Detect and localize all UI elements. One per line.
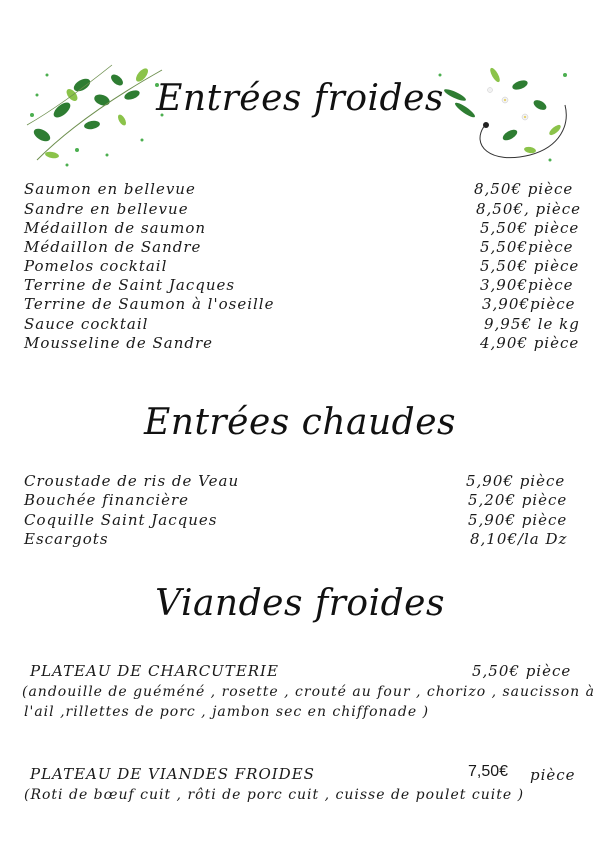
item-price: 3,90€pièce (482, 295, 576, 313)
section-title-entrees-chaudes: Entrées chaudes (144, 402, 456, 443)
section-title-entrees-froides: Entrées froides (156, 78, 444, 119)
list-item (24, 511, 572, 531)
item-name: Coquille Saint Jacques (24, 511, 218, 529)
list-item (24, 491, 572, 511)
item-price: 9,95€ le kg (484, 315, 580, 333)
item-name: Bouchée financière (24, 491, 190, 509)
list-item (24, 334, 580, 354)
item-name: Pomelos cocktail (24, 257, 168, 275)
plateau-viandes-price: 7,50€ (468, 763, 509, 780)
list-item (24, 295, 576, 315)
list-item (24, 219, 580, 239)
item-name: Saumon en bellevue (24, 180, 196, 198)
section-title-viandes-froides: Viandes froides (155, 583, 445, 624)
item-name: Terrine de Saumon à l'oseille (24, 295, 275, 313)
list-item (24, 315, 580, 335)
plateau-viandes-description: (Roti de bœuf cuit , rôti de porc cuit , cuisse de poulet cuite ) (24, 787, 525, 803)
item-price: 5,50€pièce (480, 238, 574, 256)
list-item (24, 276, 572, 296)
list-item (24, 238, 572, 258)
list-item (24, 472, 572, 492)
item-name: Médaillon de saumon (24, 219, 207, 237)
item-name: Terrine de Saint Jacques (24, 276, 236, 294)
item-name: Sandre en bellevue (24, 200, 189, 218)
item-name: Médaillon de Sandre (24, 238, 202, 256)
plateau-charcuterie-price: 5,50€ pièce (472, 662, 572, 680)
item-name: Escargots (24, 530, 109, 548)
item-price: 8,50€ pièce (474, 180, 574, 198)
item-price: 5,20€ pièce (468, 491, 568, 509)
item-name: Sauce cocktail (24, 315, 149, 333)
list-item (24, 200, 582, 220)
item-price: 5,50€ pièce (480, 219, 580, 237)
item-price: 8,10€/la Dz (470, 530, 568, 548)
plateau-viandes-price-unit: pièce (530, 766, 576, 784)
item-price: 5,90€ pièce (466, 472, 566, 490)
plateau-viandes-name: PLATEAU DE VIANDES FROIDES (30, 765, 315, 783)
plateau-charcuterie-description-cont: l'ail ,rillettes de porc , jambon sec en chiffonade ) (24, 704, 430, 720)
item-name: Mousseline de Sandre (24, 334, 213, 352)
plateau-charcuterie-description: (andouille de guéméné , rosette , crouté au four , chorizo , saucisson à (22, 684, 595, 700)
item-price: 3,90€pièce (480, 276, 574, 294)
list-item (24, 530, 572, 550)
list-item (24, 257, 580, 277)
item-price: 5,90€ pièce (468, 511, 568, 529)
item-price: 4,90€ pièce (480, 334, 580, 352)
item-price: 5,50€ pièce (480, 257, 580, 275)
list-item (24, 180, 572, 200)
item-price: 8,50€, pièce (476, 200, 582, 218)
plateau-charcuterie-name: PLATEAU DE CHARCUTERIE (30, 662, 279, 680)
item-name: Croustade de ris de Veau (24, 472, 240, 490)
